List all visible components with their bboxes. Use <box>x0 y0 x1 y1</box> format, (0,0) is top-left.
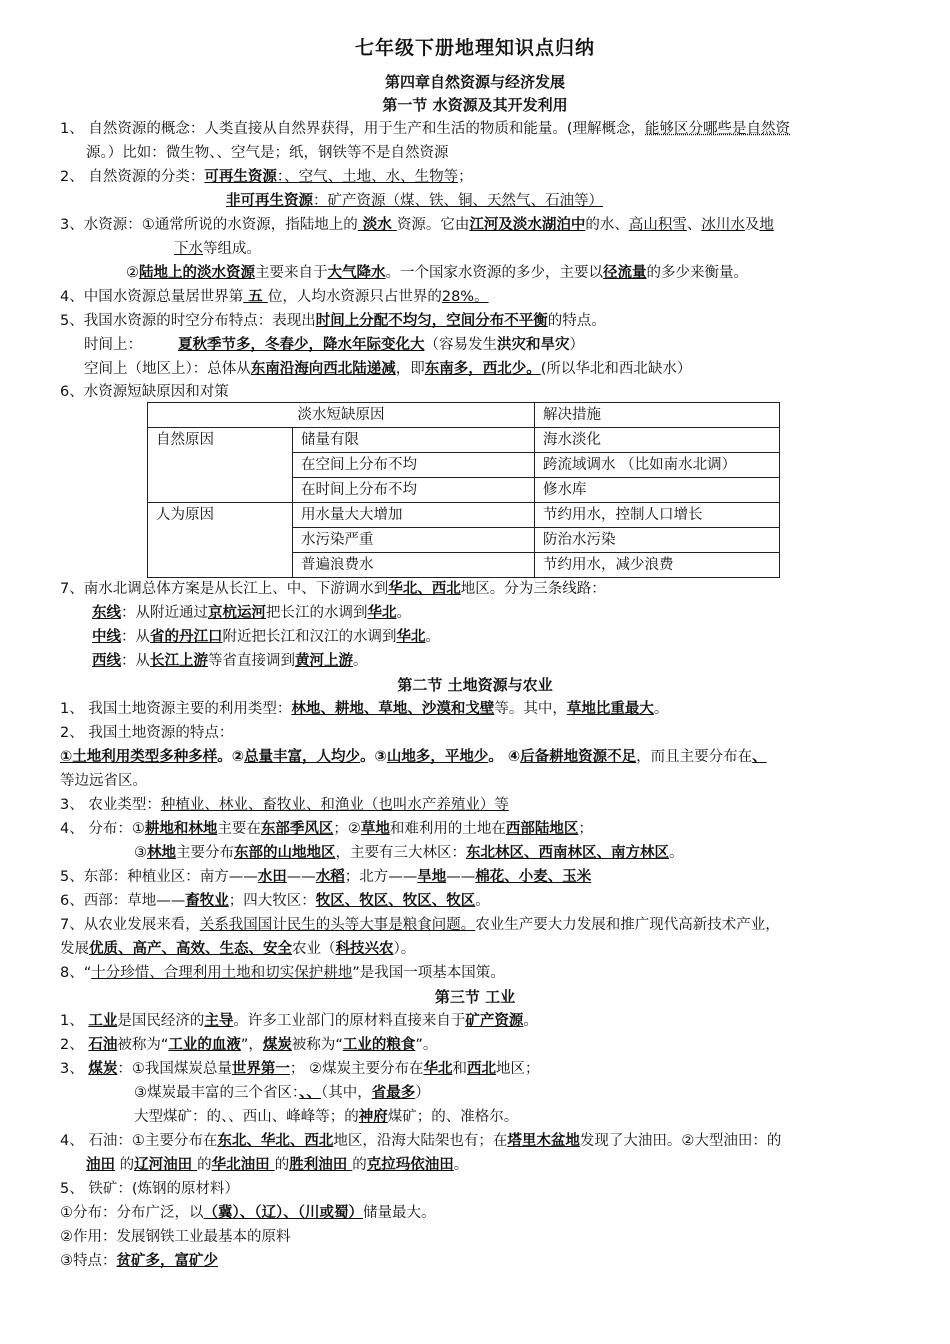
table-cell: 普遍浪费水 <box>293 553 535 578</box>
text-line: ②作用：发展钢铁工业最基本的原料 <box>60 1229 291 1245</box>
table-cell: 节约用水，控制人口增长 <box>535 503 780 528</box>
table-header-cell: 淡水短缺原因 <box>148 403 535 428</box>
table-cell: 修水库 <box>535 478 780 503</box>
text-line: ②陆地上的淡水资源主要来自于大气降水。一个国家水资源的多少，主要以径流量的多少来衡量。 <box>126 265 748 281</box>
text-line: 5、 铁矿：(炼钢的原材料） <box>60 1181 239 1197</box>
section-1-heading: 第一节 水资源及其开发利用 <box>382 96 568 114</box>
table-cell: 防治水污染 <box>535 528 780 553</box>
table-cell: 水污染严重 <box>293 528 535 553</box>
text-line: 1、 自然资源的概念：人类直接从自然界获得，用于生产和生活的物质和能量。(理解概念，能够区分哪些是自然资 <box>60 121 790 137</box>
text-line: 5、我国水资源的时空分布特点：表现出时间上分配不均匀，空间分布不平衡的特点。 <box>60 313 606 329</box>
text-line: 6、西部：草地——畜牧业；四大牧区：牧区、牧区、牧区、牧区。 <box>60 893 490 909</box>
table-cell: 在空间上分布不均 <box>293 453 535 478</box>
table-header-cell: 解决措施 <box>535 403 780 428</box>
text-line: 时间上： 夏秋季节多，冬春少，降水年际变化大（容易发生洪灾和旱灾） <box>84 337 584 353</box>
text-line: 源。）比如：微生物、、空气是；纸，钢铁等不是自然资源 <box>86 145 449 161</box>
text-line: ③特点：贫矿多，富矿少 <box>60 1253 218 1269</box>
table-cell: 储量有限 <box>293 428 535 453</box>
table-cell: 跨流域调水 （比如南水北调） <box>535 453 780 478</box>
text-line: 2、 石油被称为“工业的血液”，煤炭被称为“工业的粮食”。 <box>60 1037 438 1053</box>
text-line: 8、“十分珍惜、合理利用土地和切实保护耕地”是我国一项基本国策。 <box>60 965 505 981</box>
section-3-heading: 第三节 工业 <box>434 988 516 1006</box>
text-line: 1、 工业是国民经济的主导。许多工业部门的原材料直接来自于矿产资源。 <box>60 1013 538 1029</box>
text-line: 西线：从长江上游等省直接调到黄河上游。 <box>92 653 368 669</box>
table-cell: 用水量大大增加 <box>293 503 535 528</box>
table-cell: 在时间上分布不均 <box>293 478 535 503</box>
text-line: ③林地主要分布东部的山地地区，主要有三大林区：东北林区、西南林区、南方林区。 <box>134 845 684 861</box>
text-line: 发展优质、高产、高效、生态、安全农业（科技兴农）。 <box>60 941 416 957</box>
text-line: 等边远省区。 <box>60 773 147 789</box>
text-line: 下水等组成。 <box>174 241 261 257</box>
text-line: 2、 自然资源的分类：可再生资源：、空气、土地、水、生物等； <box>60 169 473 185</box>
text-line: 油田 的辽河油田 的华北油田 的胜利油田 的克拉玛依油田。 <box>86 1157 469 1173</box>
table-cell: 海水淡化 <box>535 428 780 453</box>
text-line: 4、 石油：①主要分布在东北、华北、西北地区，沿海大陆架也有；在塔里木盆地发现了大油田。②大型油田：的 <box>60 1133 782 1149</box>
table-category-cell: 自然原因 <box>148 428 293 503</box>
text-line: 4、中国水资源总量居世界第 五 位，人均水资源只占世界的28%。 <box>60 289 489 305</box>
text-line: ①分布：分布广泛，以（冀）、（辽）、（川或蜀）储量最大。 <box>60 1205 436 1221</box>
section-2-heading: 第二节 土地资源与农业 <box>397 676 553 694</box>
text-line: 3、 煤炭：①我国煤炭总量世界第一； ②煤炭主要分布在华北和西北地区； <box>60 1061 540 1077</box>
text-line: 2、 我国土地资源的特点： <box>60 725 234 741</box>
text-line: 7、从农业发展来看，关系我国国计民生的头等大事是粮食问题。农业生产要大力发展和推广现代高新技术产业， <box>60 917 780 933</box>
page-title: 七年级下册地理知识点归纳 <box>354 37 595 59</box>
text-line: 东线：从附近通过京杭运河把长江的水调到华北。 <box>92 605 411 621</box>
table-cell: 节约用水，减少浪费 <box>535 553 780 578</box>
text-line: 1、 我国土地资源主要的利用类型：林地、耕地、草地、沙漠和戈壁等。其中，草地比重最大。 <box>60 701 669 717</box>
text-line: 6、水资源短缺原因和对策 <box>60 384 229 400</box>
text-line: 非可再生资源：矿产资源（煤、铁、铜、天然气、石油等） <box>226 193 603 209</box>
table-row <box>148 428 780 453</box>
text-line: ①土地利用类型多种多样。②总量丰富，人均少。③山地多，平地少。 ④后备耕地资源不足，而且主要分布在、 <box>60 749 767 765</box>
text-line: 3、水资源：①通常所说的水资源，指陆地上的 淡水 资源。它由江河及淡水湖泊中的水、高山积雪、冰川水及地 <box>60 217 774 233</box>
text-line: 中线：从省的丹江口附近把长江和汉江的水调到华北。 <box>92 629 440 645</box>
table-header-row <box>148 403 780 428</box>
text-line: 7、南水北调总体方案是从长江上、中、下游调水到华北、西北地区。分为三条线路： <box>60 581 606 597</box>
text-line: 大型煤矿：的、、西山、峰峰等；的神府煤矿；的、准格尔。 <box>134 1109 519 1125</box>
water-shortage-table <box>147 402 780 578</box>
text-line: 5、东部：种植业区：南方——水田——水稻；北方——旱地——棉花、小麦、玉米 <box>60 869 592 885</box>
chapter-heading: 第四章自然资源与经济发展 <box>384 73 565 91</box>
text-line: 空间上（地区上）：总体从东南沿海向西北陆递减，即东南多，西北少。(所以华北和西北缺水） <box>84 361 692 377</box>
text-line: 4、 分布：①耕地和林地主要在东部季风区；②草地和难利用的土地在西部陆地区； <box>60 821 593 837</box>
text-line: ③煤炭最丰富的三个省区：、、（其中，省最多） <box>134 1085 430 1101</box>
table-category-cell: 人为原因 <box>148 503 293 578</box>
text-line: 3、 农业类型：种植业、林业、畜牧业、和渔业（也叫水产养殖业）等 <box>60 797 509 813</box>
table-row <box>148 503 780 528</box>
